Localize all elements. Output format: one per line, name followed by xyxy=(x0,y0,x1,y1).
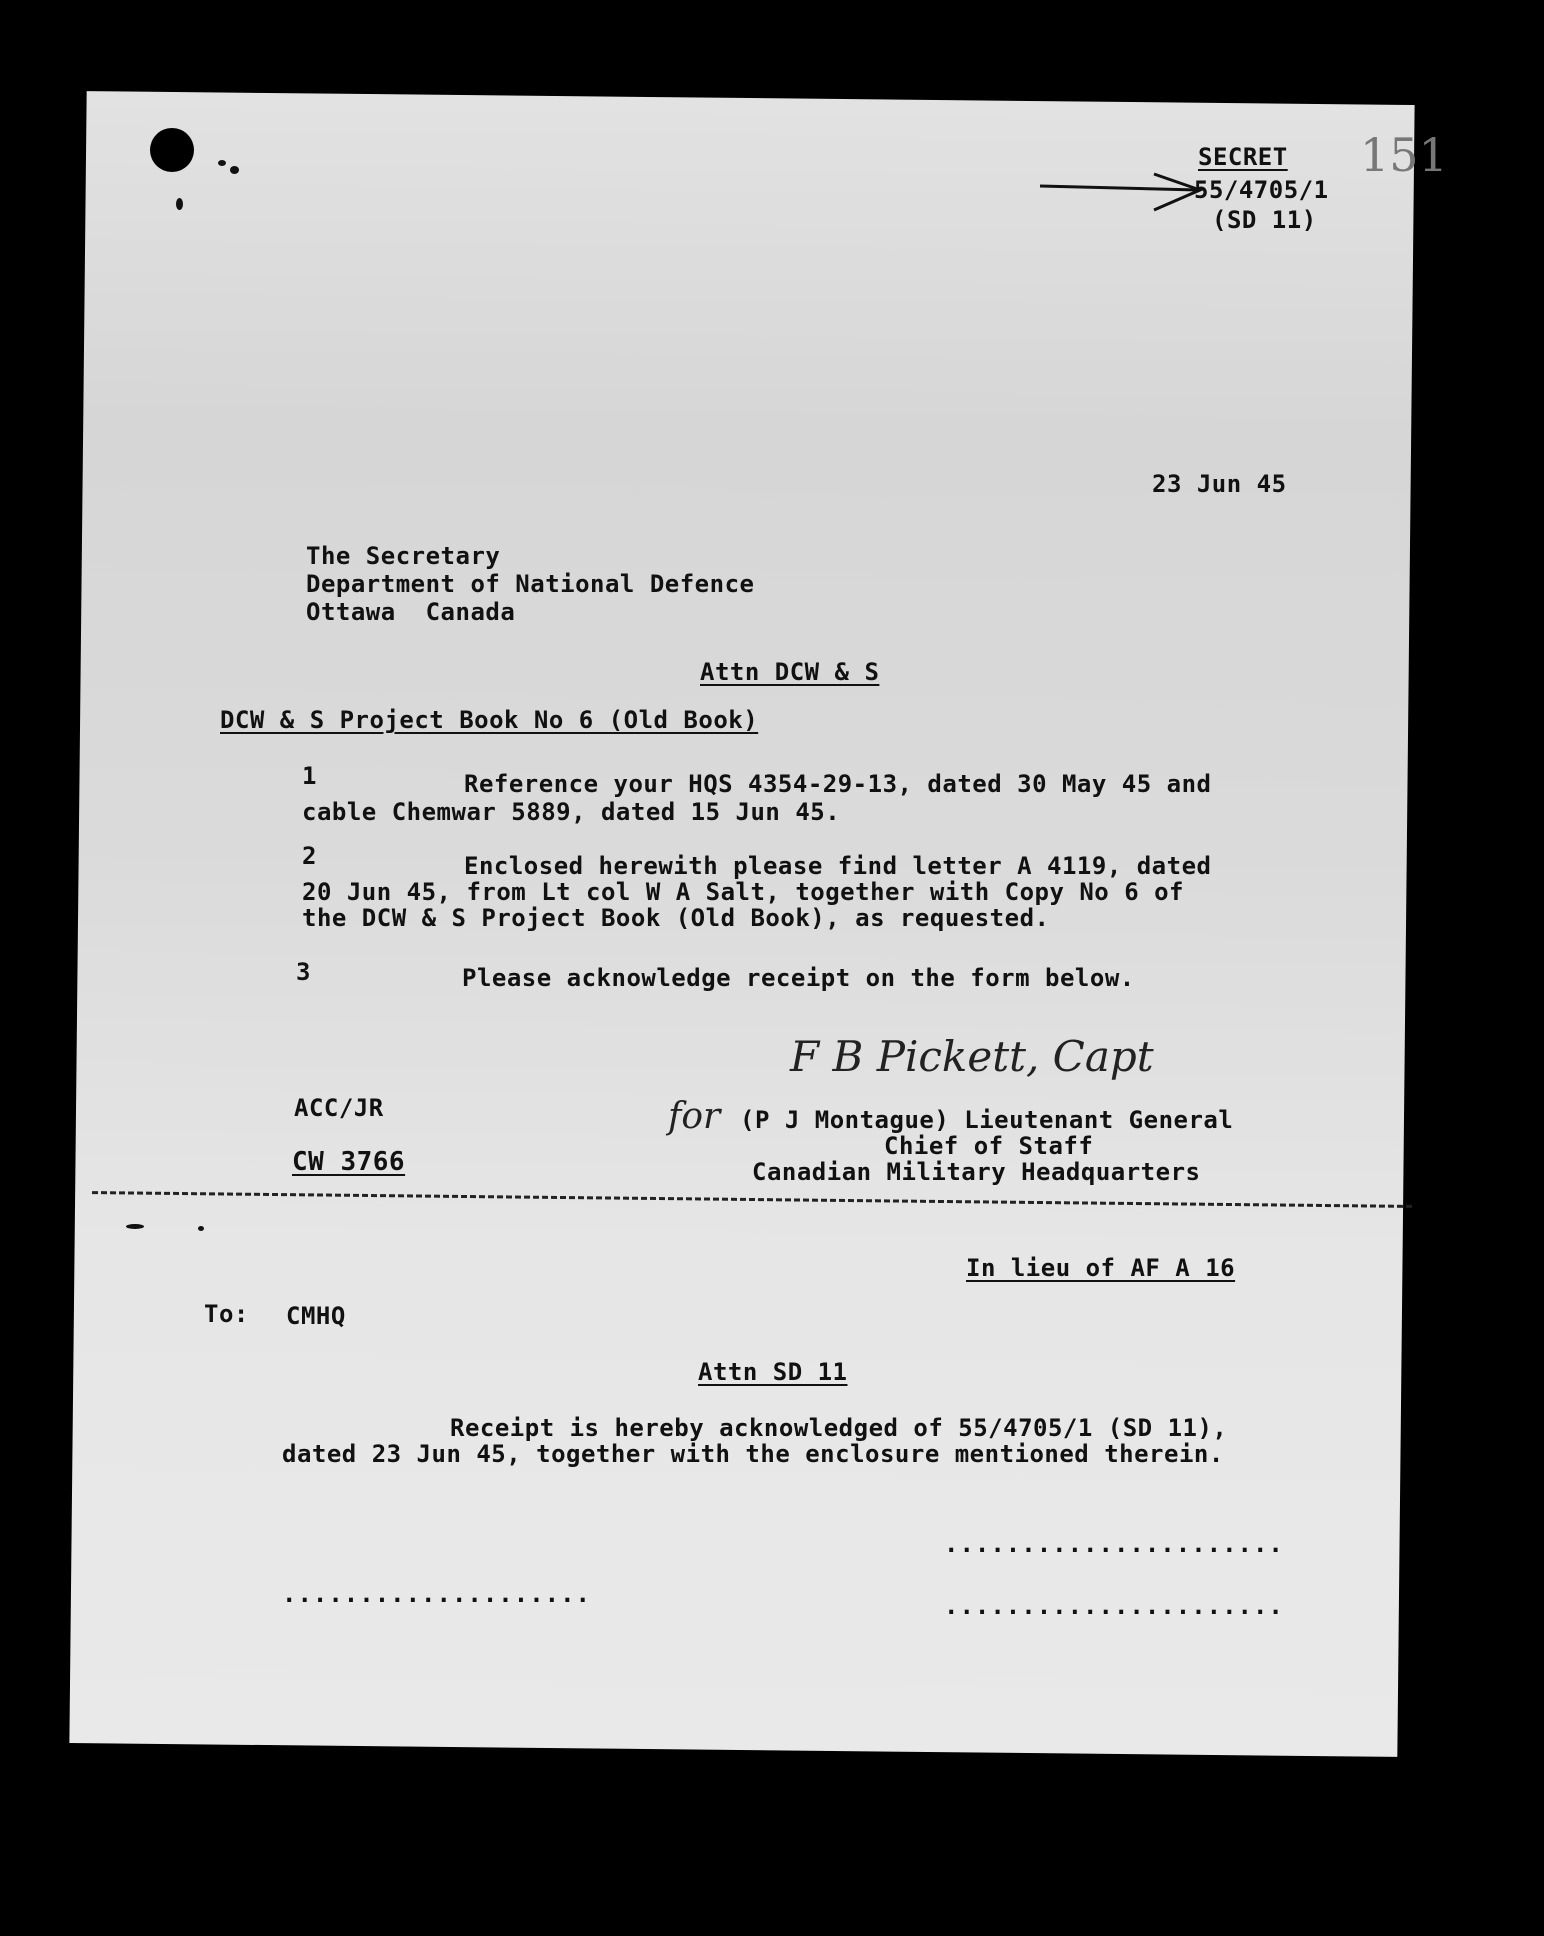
speck xyxy=(176,198,183,210)
for-mark: for xyxy=(668,1096,721,1137)
addressee-line: Department of National Defence xyxy=(306,570,755,598)
paragraph-text: 20 Jun 45, from Lt col W A Salt, together with Copy No 6 of xyxy=(302,878,1185,906)
punch-hole xyxy=(150,128,194,172)
speck xyxy=(230,166,239,174)
signature-dotted-line: ...................... xyxy=(944,1530,1284,1558)
subject-line: DCW & S Project Book No 6 (Old Book) xyxy=(220,706,759,734)
to-label: To: xyxy=(204,1300,249,1328)
reference-initials: ACC/JR xyxy=(294,1094,384,1122)
file-number: 55/4705/1 xyxy=(1194,176,1329,204)
letter-date: 23 Jun 45 xyxy=(1152,470,1287,498)
paragraph-number: 1 xyxy=(302,762,317,790)
speck xyxy=(218,160,226,166)
arrow-icon xyxy=(1036,166,1208,214)
signatory-line: (P J Montague) Lieutenant General xyxy=(740,1106,1234,1134)
date-dotted-line: .................... xyxy=(282,1580,591,1608)
name-dotted-line: ...................... xyxy=(944,1592,1284,1620)
paragraph-number: 3 xyxy=(296,958,311,986)
page-number: 151 xyxy=(1360,128,1448,182)
to-value: CMHQ xyxy=(286,1302,346,1330)
speck xyxy=(126,1224,144,1229)
paragraph-text: cable Chemwar 5889, dated 15 Jun 45. xyxy=(302,798,841,826)
in-lieu-form-ref: In lieu of AF A 16 xyxy=(966,1254,1236,1282)
signatory-line: Canadian Military Headquarters xyxy=(752,1158,1201,1186)
attention-line: Attn DCW & S xyxy=(700,658,880,686)
receipt-text: Receipt is hereby acknowledged of 55/4705/1 (SD 11), xyxy=(450,1414,1228,1442)
addressee-line: The Secretary xyxy=(306,542,501,570)
classification: SECRET xyxy=(1198,143,1288,171)
paragraph-text: Enclosed herewith please find letter A 4119, dated xyxy=(464,852,1212,880)
signatory-line: Chief of Staff xyxy=(884,1132,1094,1160)
receipt-text: dated 23 Jun 45, together with the enclosure mentioned therein. xyxy=(282,1440,1224,1468)
paragraph-text: the DCW & S Project Book (Old Book), as requested. xyxy=(302,904,1050,932)
paragraph-text: Please acknowledge receipt on the form below. xyxy=(462,964,1135,992)
speck xyxy=(198,1226,204,1231)
file-subref: (SD 11) xyxy=(1212,206,1317,234)
cw-number: CW 3766 xyxy=(292,1147,406,1177)
handwritten-signature: F B Pickett, Capt xyxy=(790,1032,1154,1081)
receipt-attention: Attn SD 11 xyxy=(698,1358,848,1386)
paragraph-text: Reference your HQS 4354-29-13, dated 30 May 45 and xyxy=(464,770,1212,798)
paragraph-number: 2 xyxy=(302,842,317,870)
addressee-line: Ottawa Canada xyxy=(306,598,516,626)
